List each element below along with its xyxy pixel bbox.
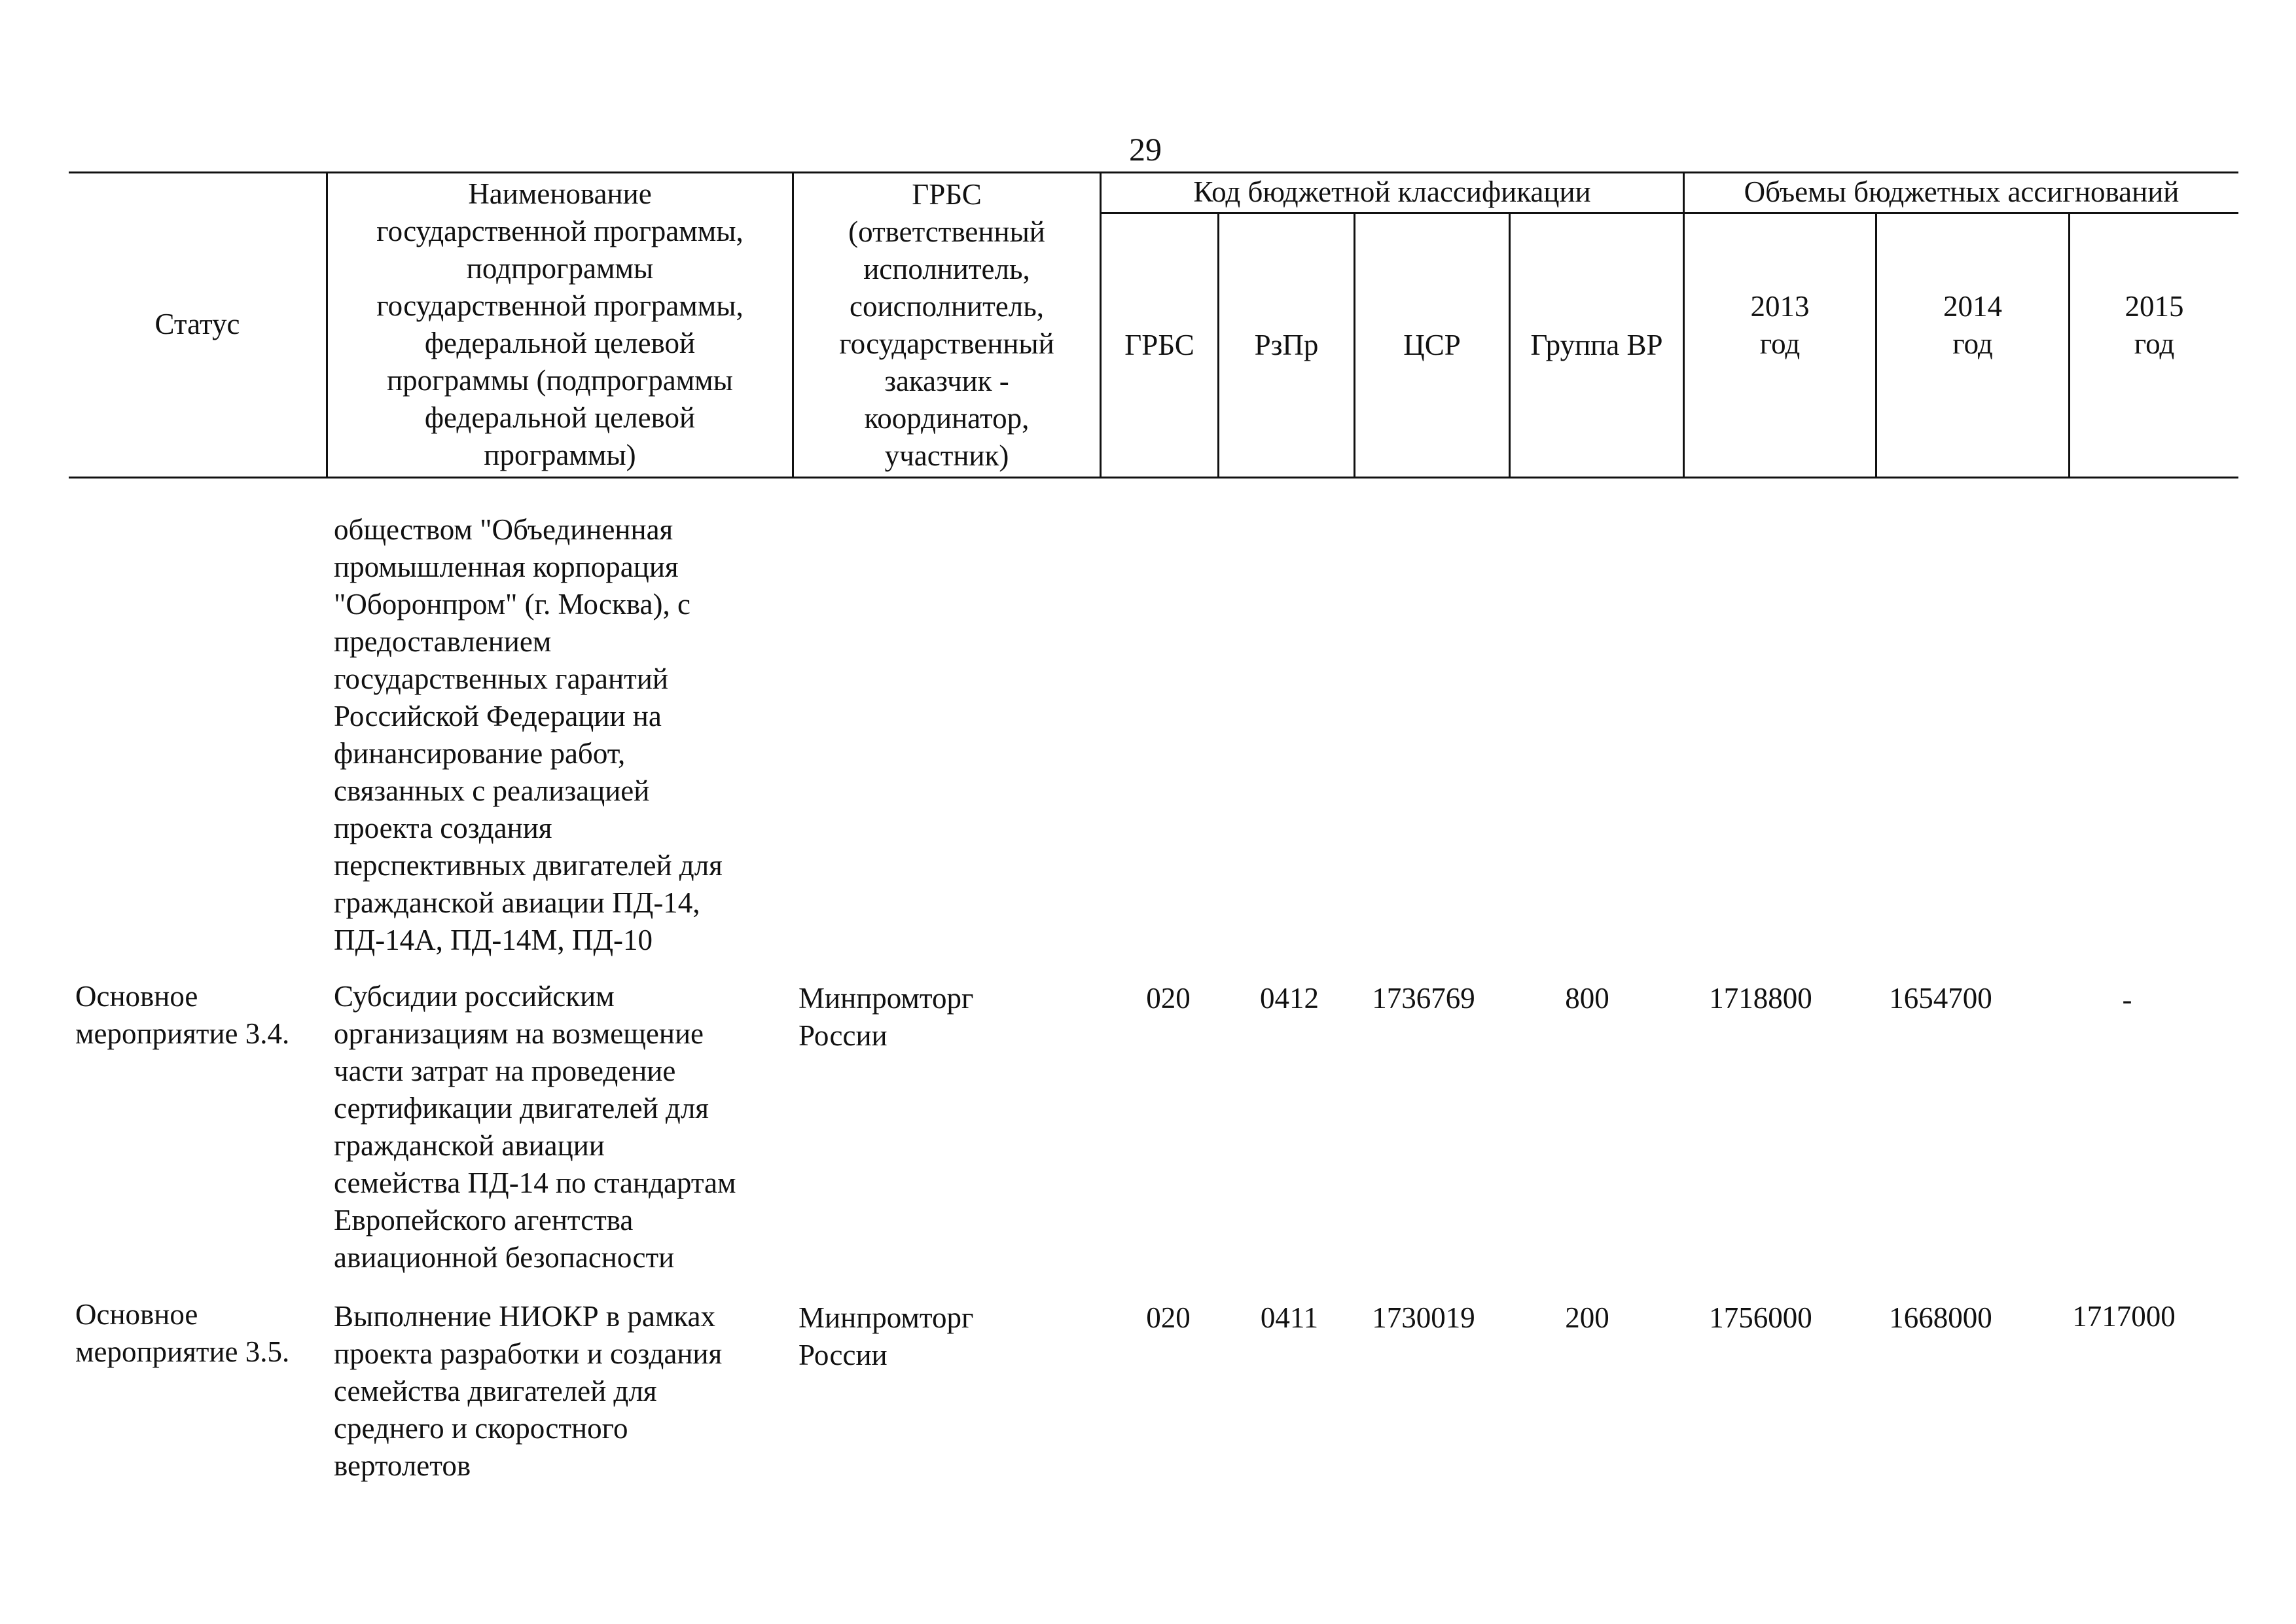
header-year-2013 — [1685, 214, 1875, 437]
row-executor: Минпромторг России — [798, 982, 974, 1052]
header-kbk-group — [1102, 171, 1683, 212]
header-grbs-executor — [794, 175, 1100, 476]
row-2013: 1718800 — [1709, 982, 1812, 1015]
header-year-2015 — [2070, 214, 2238, 437]
row-executor: Минпромторг России — [798, 1301, 974, 1371]
header-kbk-rzpr — [1219, 214, 1354, 477]
page-number: 29 — [1129, 131, 1162, 168]
header-volumes-group-label: Объемы бюджетных ассигнований — [1744, 175, 2179, 208]
header-kbk-rzpr-label: РзПр — [1254, 329, 1319, 361]
header-year-2015-label: 2015 год — [2125, 290, 2184, 360]
header-kbk-csr-label: ЦСР — [1403, 329, 1461, 361]
row-2014: 1668000 — [1889, 1301, 1992, 1334]
row-csr: 1730019 — [1372, 1301, 1475, 1334]
row-2015: 1717000 — [2072, 1300, 2176, 1333]
header-kbk-csr — [1355, 214, 1509, 477]
row-vr: 800 — [1565, 982, 1609, 1015]
row-name: Субсидии российским организациям на возмещение части затрат на проведение сертификации двигателей для гражданской авиации семейства ПД-14 по стандартам Европейского агентства авиационной безопасности — [334, 980, 736, 1274]
row-grbs: 020 — [1146, 1301, 1191, 1334]
row-status: Основное мероприятие 3.5. — [75, 1298, 290, 1368]
header-program-name-label: Наименование государственной программы, подпрограммы государственной программы, федеральной целевой программы (подпрограммы федеральной целевой программы) — [376, 177, 744, 471]
row-2015: - — [2122, 983, 2132, 1016]
continuation-text: обществом "Объединенная промышленная корпорация "Оборонпром" (г. Москва), с предоставлением государственных гарантий Российской Федерации на финансирование работ, связанных с реализацией проекта создания перспективных двигателей для гражданской авиации ПД-14, ПД-14А, ПД-14М, ПД-10 — [334, 513, 723, 956]
row-rzpr: 0411 — [1260, 1301, 1319, 1334]
row-vr: 200 — [1565, 1301, 1609, 1334]
row-name: Выполнение НИОКР в рамках проекта разработки и создания семейства двигателей для среднего и скоростного вертолетов — [334, 1300, 723, 1482]
header-kbk-vr — [1511, 214, 1683, 477]
header-status — [69, 171, 326, 477]
row-csr: 1736769 — [1372, 982, 1475, 1015]
header-program-name — [328, 175, 792, 475]
header-bottom-rule — [69, 477, 2238, 478]
header-status-label: Статус — [154, 307, 240, 340]
header-kbk-grbs-label: ГРБС — [1124, 329, 1194, 361]
row-2014: 1654700 — [1889, 982, 1992, 1015]
header-kbk-group-label: Код бюджетной классификации — [1193, 175, 1591, 208]
header-year-2014-label: 2014 год — [1943, 290, 2002, 360]
row-status: Основное мероприятие 3.4. — [75, 980, 290, 1050]
header-kbk-vr-label: Группа ВР — [1530, 329, 1663, 361]
header-grbs-executor-label: ГРБС (ответственный исполнитель, соисполнитель, государственный заказчик - координатор, участник) — [839, 178, 1054, 472]
row-grbs: 020 — [1146, 982, 1191, 1015]
header-year-2014 — [1877, 214, 2068, 437]
header-year-2013-label: 2013 год — [1750, 290, 1810, 360]
row-rzpr: 0412 — [1260, 982, 1319, 1015]
header-volumes-group — [1685, 171, 2238, 212]
header-kbk-grbs — [1102, 214, 1217, 477]
table-header — [69, 171, 2238, 479]
row-2013: 1756000 — [1709, 1301, 1812, 1334]
